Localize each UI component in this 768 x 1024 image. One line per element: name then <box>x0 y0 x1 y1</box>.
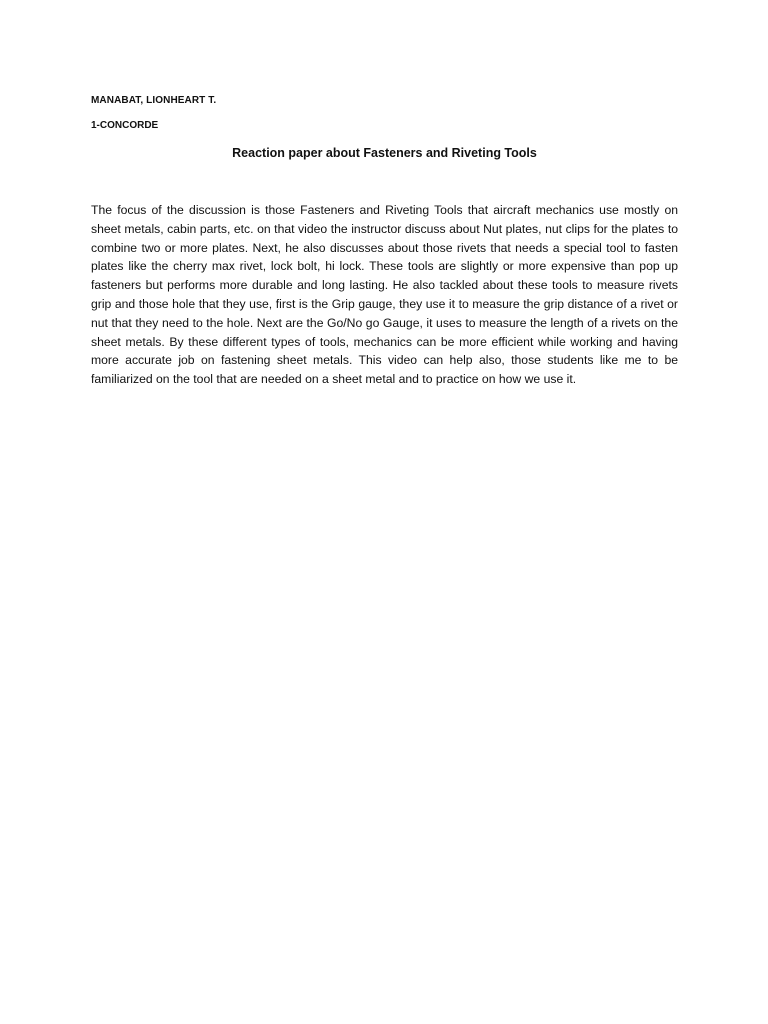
class-section: 1-CONCORDE <box>91 120 159 131</box>
paper-title: Reaction paper about Fasteners and Riveting Tools <box>232 146 537 160</box>
body-paragraph: The focus of the discussion is those Fasteners and Riveting Tools that aircraft mechanics use mostly on sheet metals, cabin parts, etc. on that video the instructor discuss about Nut plates, nut clips for the plates to combine two or more plates. Next, he also discusses about those rivets that needs a special tool to fasten plates like the cherry max rivet, lock bolt, hi lock. These tools are slightly or more expensive than pop up fasteners but performs more durable and long lasting. He also tackled about these tools to measure rivets grip and those hole that they use, first is the Grip gauge, they use it to measure the grip distance of a rivet or nut that they need to the hole. Next are the Go/No go Gauge, it uses to measure the length of a rivets on the sheet metals. By these different types of tools, mechanics can be more efficient while working and having more accurate job on fastening sheet metals. This video can help also, those students like me to be familiarized on the tool that are needed on a sheet metal and to practice on how we use it. <box>91 203 678 387</box>
author-name: MANABAT, LIONHEART T. <box>91 95 217 106</box>
